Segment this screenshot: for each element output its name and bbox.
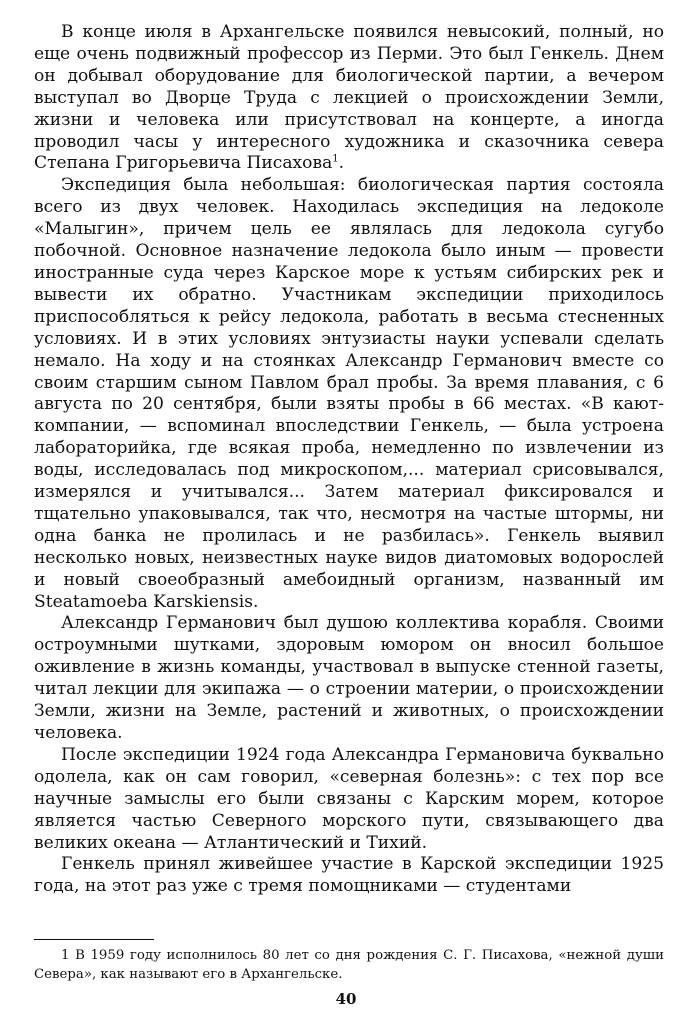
paragraph-3: Александр Германович был душою коллектива корабля. Своими остроумными шутками, здоровым юмором он вносил большое оживление в жизнь команды, участвовал в выпуске стенной газеты, читал лекции для экипажа — о строении материи, о происхождении Земли, жизни на Земле, растений и животных, о происхождении человека.: [34, 613, 664, 743]
footnote-text: В 1959 году исполнилось 80 лет со дня рождения С. Г. Писахова, «нежной души Севера», как называют его в Архангельске.: [34, 948, 665, 982]
paragraph-1: [34, 22, 664, 175]
footnote-reference: 1: [332, 153, 339, 165]
main-text: [34, 22, 664, 898]
paragraph-1-text: В конце июля в Архангельске появился невысокий, полный, но еще очень подвижный профессор из Перми. Это был Генкель. Днем он добывал оборудование для биологической партии, а вечером выступал во Дворце Труда с лекцией о происхождении Земли, жизни и человека или присутствовал на концерте, а иногда проводил часы у интересного художника и сказочника севера Степана Григорьевича Писахова: [34, 22, 664, 174]
footnote-marker: 1: [61, 948, 70, 963]
paragraph-2: Экспедиция была небольшая: биологическая партия состояла всего из двух человек. Находилась экспедиция на ледоколе «Малыгин», причем цель ее являлась для ледокола сугубо побочной. Основное назначение ледокола было иным — провести иностранные суда через Карское море к устьям сибирских рек и вывести их обратно. Участникам экспедиции приходилось приспособляться к рейсу ледокола, работать в весьма стесненных условиях. И в этих условиях энтузиасты науки успевали сделать немало. На ходу и на стоянках Александр Германович вместе со своим старшим сыном Павлом брал пробы. За время плавания, с 6 августа по 20 сентября, были взяты пробы в 66 местах. «В кают-компании, — вспоминал впоследствии Генкель, — была устроена лабораторийка, где всякая проба, немедленно по извлечении из воды, исследовалась под микроскопом,... материал срисовывался, измерялся и учитывался... Затем материал фиксировался и тщательно упаковывался, так что, несмотря на частые штормы, ни одна банка не пролилась и не разбилась». Генкель выявил несколько новых, неизвестных науке видов диатомовых водорослей и новый своеобразный амебоидный организм, названный им Steatamoeba Karskiensis.: [34, 175, 664, 612]
paragraph-4: После экспедиции 1924 года Александра Германовича буквально одолела, как он сам говорил, «северная болезнь»: с тех пор все научные замыслы его были связаны с Карским морем, которое является частью Северного морского пути, связывающего два великих океана — Атлантический и Тихий.: [34, 744, 664, 853]
page-number: 40: [335, 990, 357, 1008]
paragraph-1-end: .: [338, 153, 345, 174]
paragraph-5: Генкель принял живейшее участие в Карской экспедиции 1925 года, на этот раз уже с тремя помощниками — студентами: [34, 854, 664, 897]
footnote-divider: [34, 939, 154, 940]
footnote: [34, 946, 664, 984]
